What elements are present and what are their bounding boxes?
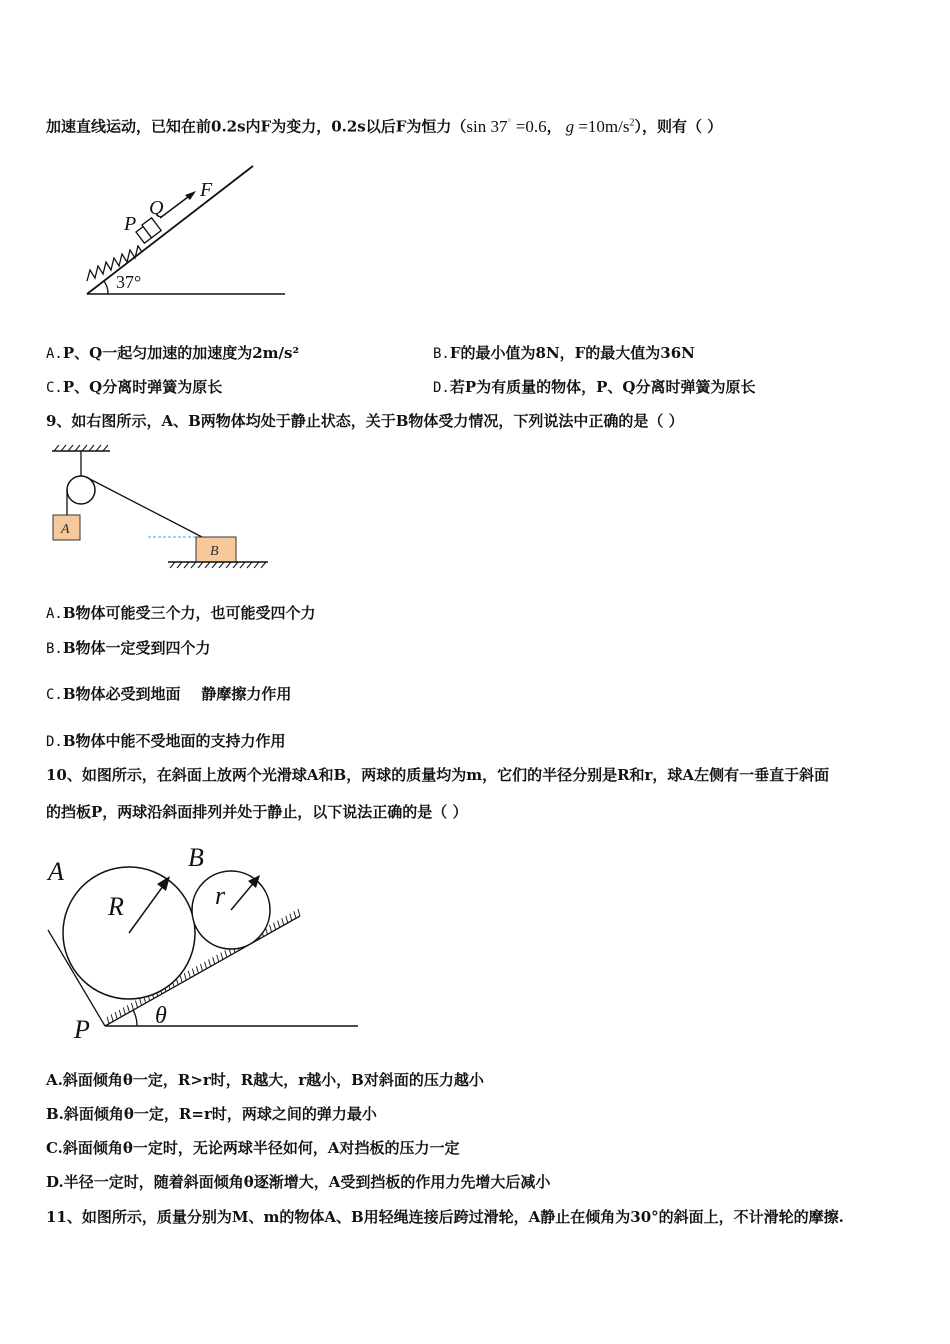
q9-option-c[interactable]: C.B物体必受到地面 静摩擦力作用: [46, 685, 292, 703]
incline-hatch: [294, 911, 296, 918]
q9-option-d[interactable]: D.B物体中能不受地面的支持力作用: [46, 732, 286, 750]
incline-hatch: [131, 1003, 133, 1010]
incline-hatch: [123, 1008, 125, 1015]
q10-option-b[interactable]: B.斜面倾角θ一定，R=r时，两球之间的弹力最小: [46, 1105, 377, 1123]
q11-stem: 11、如图所示，质量分别为M、m的物体A、B用轻绳连接后跨过滑轮，A静止在倾角为30°的斜面上，不计滑轮的摩擦.: [46, 1208, 844, 1226]
given-sin: sin 37° =0.6: [466, 116, 547, 136]
q8-option-b[interactable]: B.F的最小值为8N，F的最大值为36N: [433, 344, 695, 362]
svg-text:θ: θ: [155, 1003, 167, 1029]
q8-option-a[interactable]: A.P、Q一起匀加速的加速度为2m/s²: [46, 344, 300, 362]
q10-option-c[interactable]: C.斜面倾角θ一定时，无论两球半径如何，A对挡板的压力一定: [46, 1139, 460, 1157]
incline-hatch: [286, 916, 288, 923]
svg-text:B: B: [188, 843, 204, 872]
incline-hatch: [115, 1012, 117, 1019]
incline-hatch: [192, 969, 194, 976]
incline-spring-figure: [70, 160, 300, 310]
incline-hatch: [140, 998, 142, 1005]
incline-hatch: [111, 1014, 113, 1021]
svg-text:B: B: [210, 544, 219, 559]
label-Q: Q: [149, 197, 164, 219]
incline-hatch: [201, 964, 203, 971]
angle-label: 37°: [116, 272, 142, 292]
q8-option-c[interactable]: C.P、Q分离时弹簧为原长: [46, 378, 223, 396]
two-balls-figure: [44, 842, 364, 1052]
label-F: F: [200, 179, 213, 201]
incline-hatch: [119, 1010, 121, 1017]
svg-text:r: r: [215, 881, 226, 910]
incline-hatch: [205, 962, 207, 969]
q10-stem-line2: 的挡板P，两球沿斜面排列并处于静止，以下说法正确的是（ ）: [46, 803, 468, 821]
incline-hatch: [107, 1017, 109, 1024]
incline-hatch: [217, 955, 219, 962]
incline-hatch: [136, 1001, 138, 1008]
incline-hatch: [282, 918, 284, 925]
q10-stem-line1: 10、如图所示，在斜面上放两个光滑球A和B，两球的质量均为m，它们的半径分别是R和r，球A左侧有一垂直于斜面: [46, 766, 830, 784]
incline-hatch: [274, 923, 276, 930]
incline-hatch: [221, 953, 223, 960]
incline-hatch: [290, 914, 292, 921]
q9-option-b[interactable]: B.B物体一定受到四个力: [46, 639, 211, 657]
incline-hatch: [196, 966, 198, 973]
q10-option-d[interactable]: D.半径一定时，随着斜面倾角θ逐渐增大，A受到挡板的作用力先增大后减小: [46, 1173, 551, 1191]
label-P: P: [124, 213, 137, 235]
q10-option-a[interactable]: A.斜面倾角θ一定，R>r时，R越大，r越小，B对斜面的压力越小: [46, 1071, 484, 1089]
incline-hatch: [213, 957, 215, 964]
q9-option-a[interactable]: A.B物体可能受三个力，也可能受四个力: [46, 604, 316, 622]
q8-option-d[interactable]: D.若P为有质量的物体，P、Q分离时弹簧为原长: [433, 378, 756, 396]
svg-text:R: R: [108, 892, 124, 921]
incline-hatch: [278, 920, 280, 927]
incline-hatch: [184, 973, 186, 980]
pulley-figure: [46, 445, 276, 575]
q8-stem: 加速直线运动，已知在前0.2s内F为变力，0.2s以后F为恒力（sin 37° =0.6， $g =10m/s^2$），则有（ ）: [46, 116, 723, 136]
svg-text:A: A: [61, 522, 70, 537]
incline-hatch: [188, 971, 190, 978]
incline-hatch: [298, 909, 300, 916]
incline-hatch: [270, 925, 272, 932]
svg-text:P: P: [74, 1015, 90, 1044]
q9-stem: 9、如右图所示，A、B两物体均处于静止状态，关于B物体受力情况，下列说法中正确的是（ ）: [46, 412, 684, 430]
incline-hatch: [209, 959, 211, 966]
incline-hatch: [180, 975, 182, 982]
given-g: $g =10m/s^2$: [565, 116, 635, 136]
incline-hatch: [225, 950, 227, 957]
incline-hatch: [127, 1005, 129, 1012]
svg-text:A: A: [48, 857, 64, 886]
